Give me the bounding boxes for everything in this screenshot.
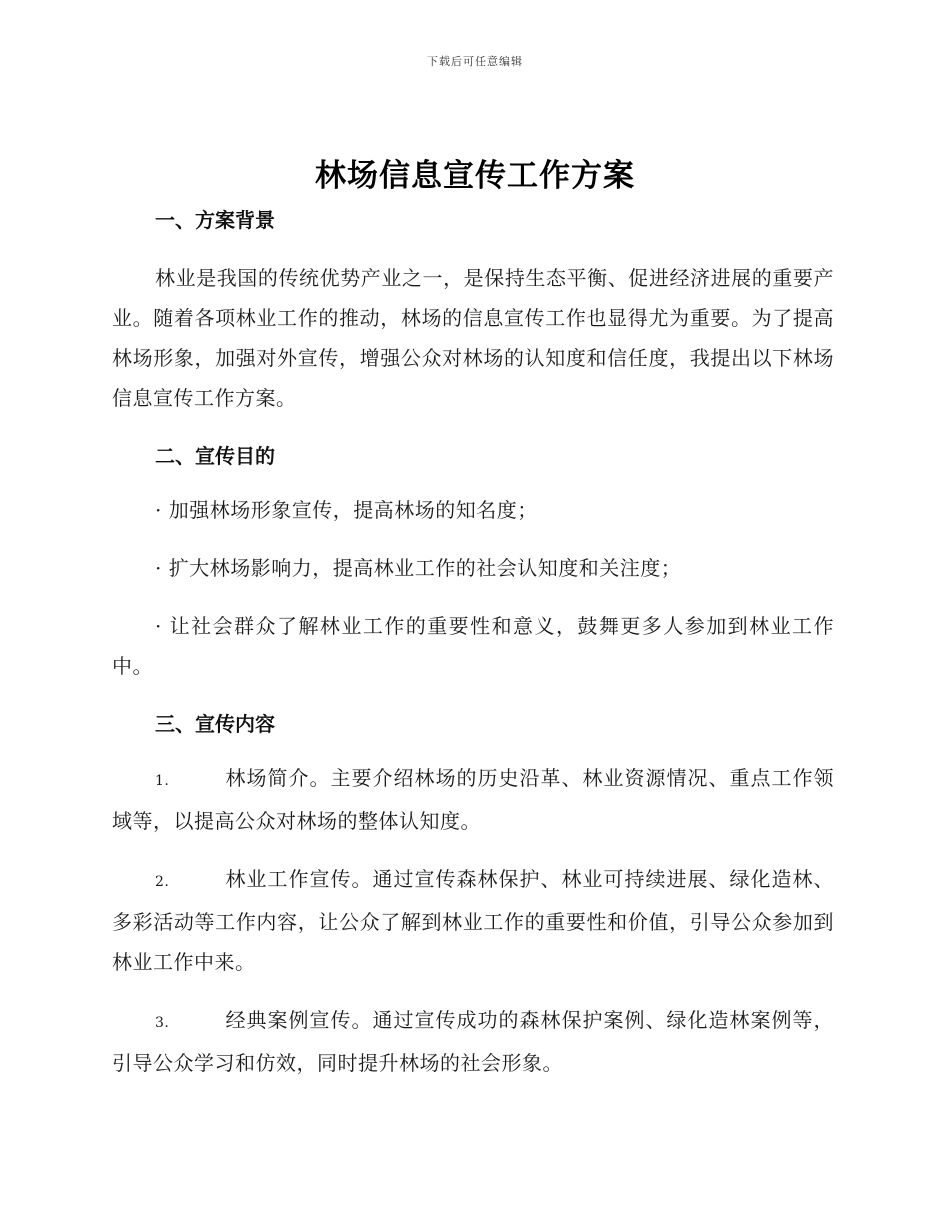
content-item-number: 3.: [155, 1015, 170, 1031]
document-title: 林场信息宣传工作方案: [315, 158, 635, 194]
section-heading-background: 一、方案背景: [155, 208, 275, 232]
document-body: [112, 200, 834, 1083]
page-header-note: 下载后可任意编辑: [427, 55, 523, 68]
content-item: [112, 758, 834, 841]
purpose-bullet: · 加强林场形象宣传，提高林场的知名度；: [155, 498, 538, 522]
content-item-text: 经典案例宣传。通过宣传成功的森林保护案例、绿化造林案例等，引导公众学习和仿效，同时提升林场的社会形象。: [112, 1008, 834, 1075]
purpose-bullet: · 扩大林场影响力，提高林业工作的社会认知度和关注度；: [155, 556, 682, 580]
content-item: [112, 859, 834, 982]
content-item-number: 1.: [155, 773, 170, 789]
background-paragraph: 林业是我国的传统优势产业之一，是保持生态平衡、促进经济进展的重要产业。随着各项林业工作的推动，林场的信息宣传工作也显得尤为重要。为了提高林场形象，加强对外宣传，增强公众对林场的认知度和信任度，我提出以下林场信息宣传工作方案。: [112, 266, 834, 410]
content-item-number: 2.: [155, 874, 170, 890]
content-item-text: 林业工作宣传。通过宣传森林保护、林业可持续进展、绿化造林、多彩活动等工作内容，让公众了解到林业工作的重要性和价值，引导公众参加到林业工作中来。: [112, 867, 834, 974]
purpose-bullet: · 让社会群众了解林业工作的重要性和意义，鼓舞更多人参加到林业工作中。: [112, 614, 834, 678]
content-item-text: 林场简介。主要介绍林场的历史沿革、林业资源情况、重点工作领域等，以提高公众对林场的整体认知度。: [112, 766, 834, 833]
content-item: [112, 1000, 834, 1083]
section-heading-content: 三、宣传内容: [155, 712, 275, 736]
section-heading-purpose: 二、宣传目的: [155, 444, 275, 468]
